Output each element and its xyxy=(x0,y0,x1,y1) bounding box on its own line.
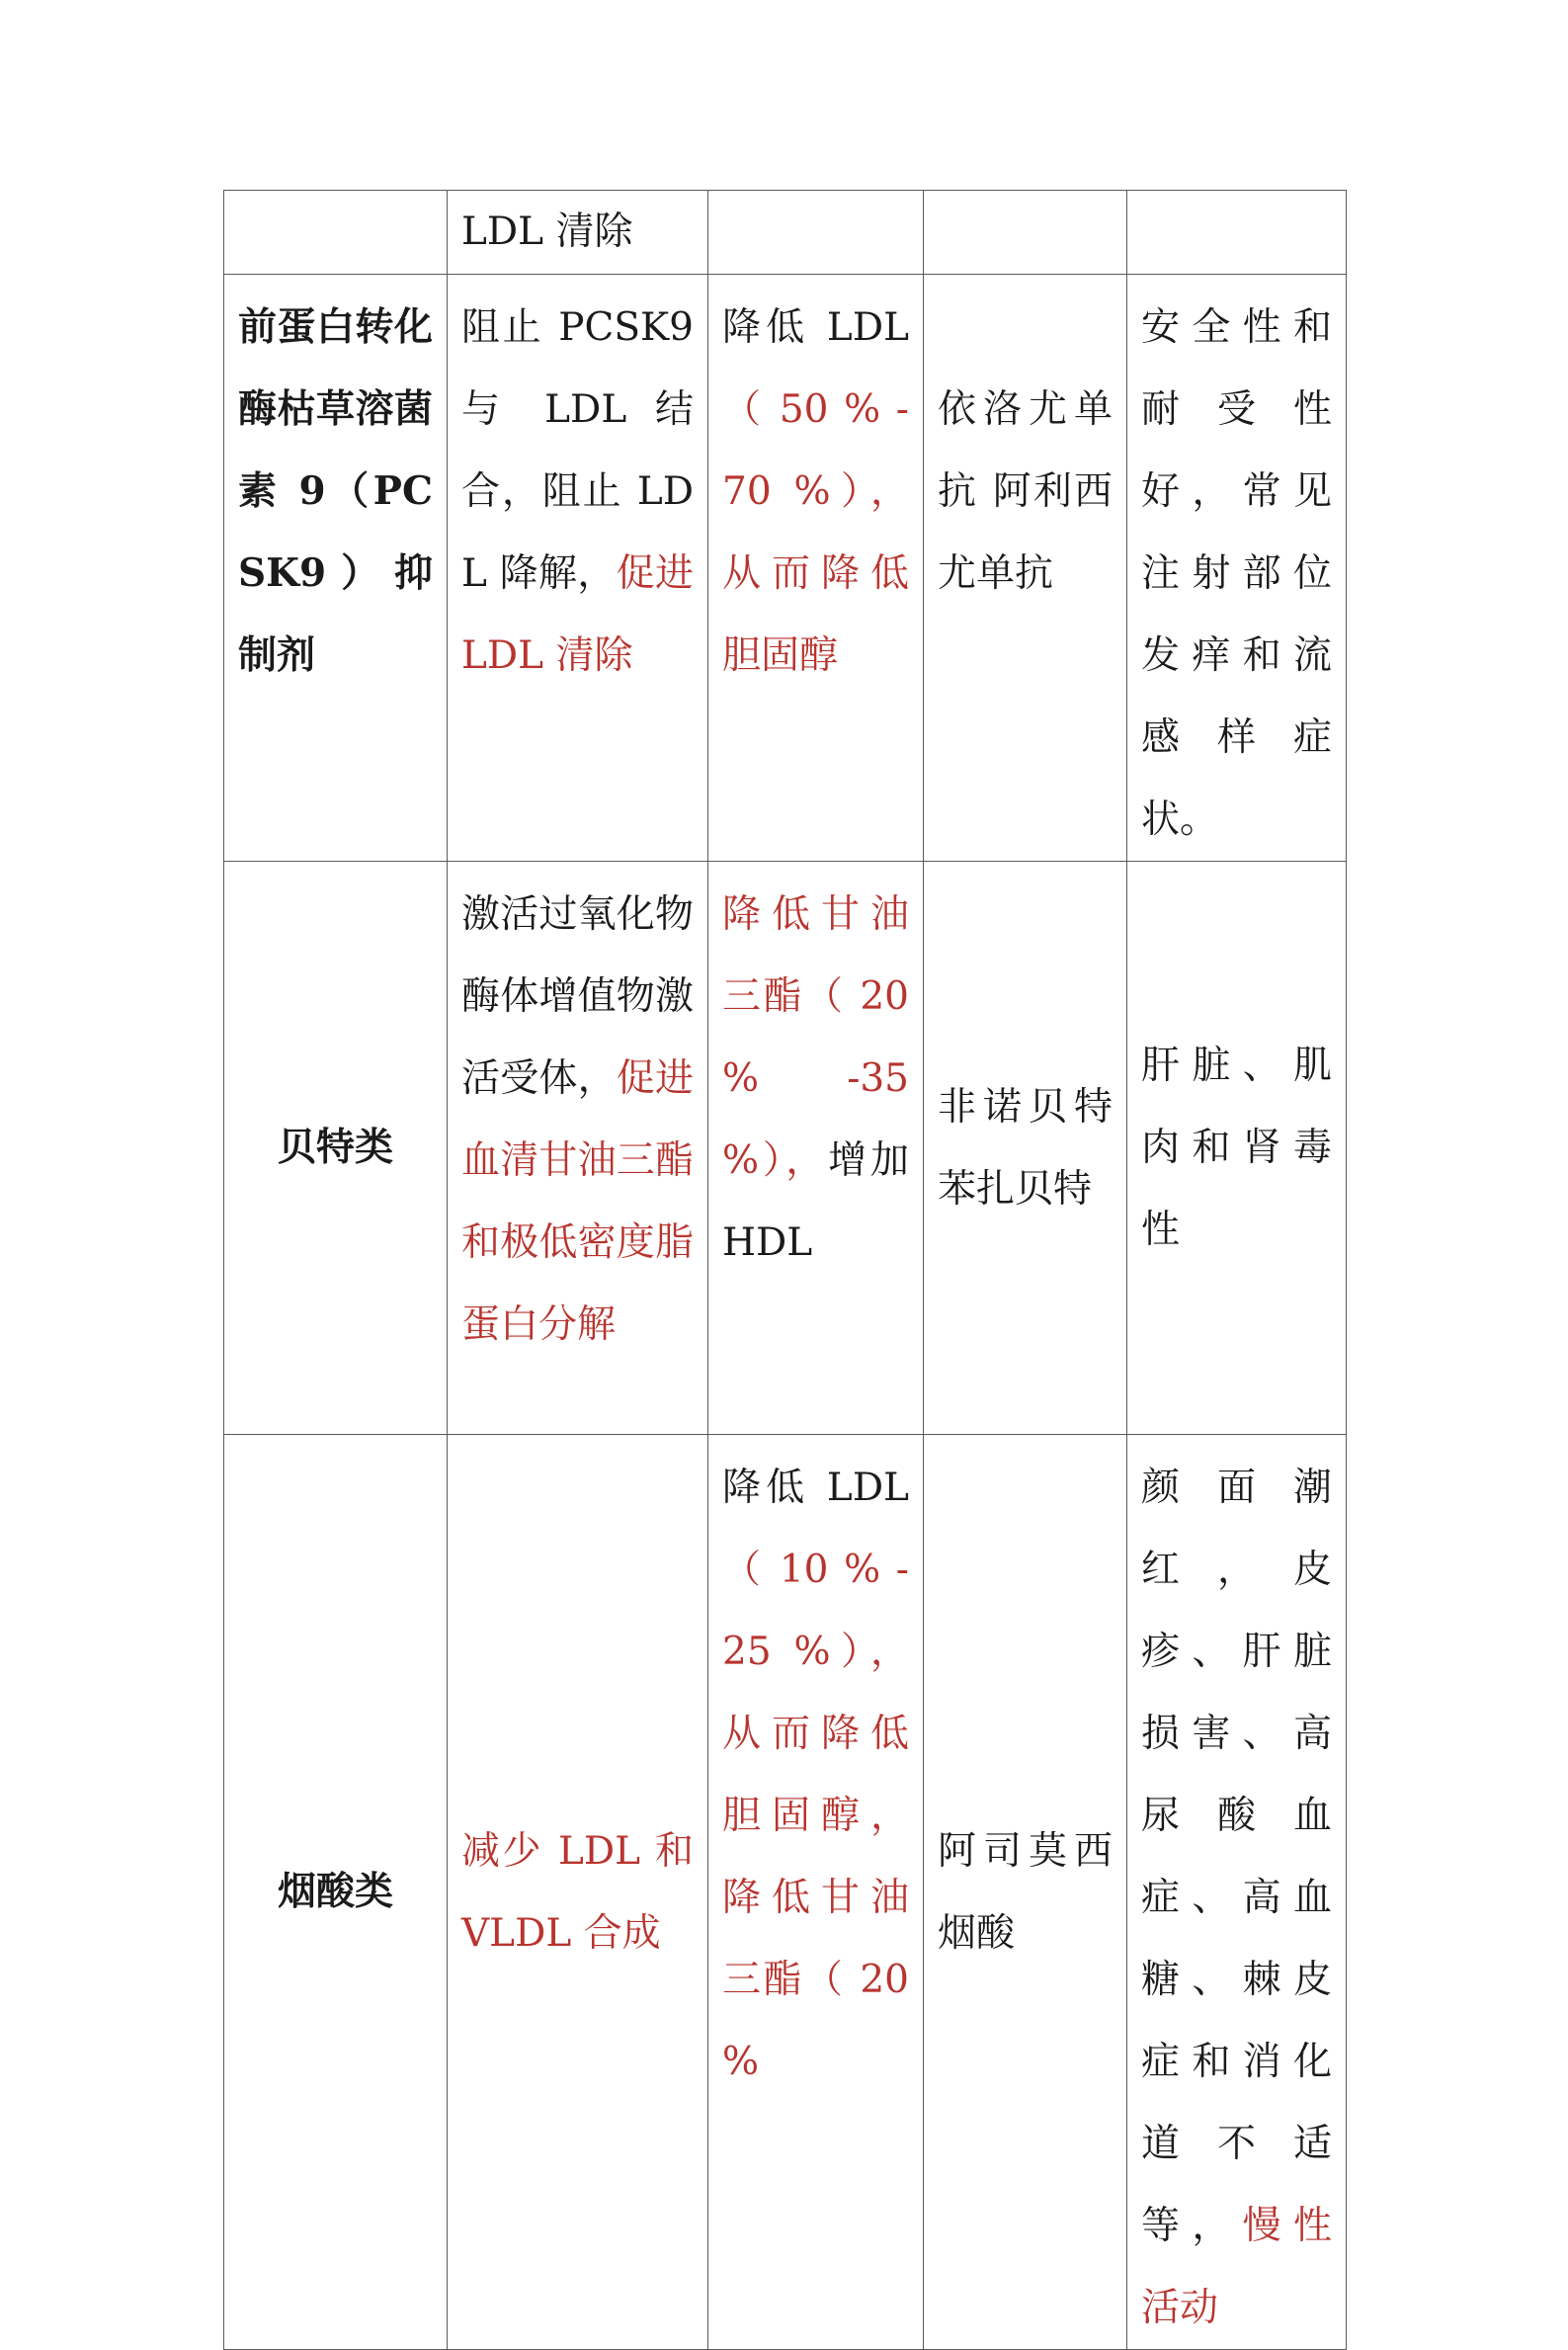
side-effects-text: 安全性和耐受性好，常见注射部位发痒和流感样症状。 xyxy=(1141,305,1332,842)
drug-table xyxy=(223,190,1347,2350)
effect-cell xyxy=(708,191,924,275)
mechanism-text-highlight: 促进血清甘油三酯和极低密度脂蛋白分解 xyxy=(461,1056,694,1347)
mechanism-text: 阻止 PCSK9 与 LDL 结合，阻止 LDL 降解， xyxy=(461,305,694,596)
effect-cell xyxy=(708,275,924,862)
mechanism-text-highlight: 减少 LDL 和 VLDL 合成 xyxy=(461,1828,694,1956)
category-cell: 烟酸类 xyxy=(224,1435,448,2350)
mechanism-cell xyxy=(448,191,708,275)
side-effects-cell xyxy=(1127,1435,1347,2350)
effect-text: 增加 HDL xyxy=(722,1138,909,1265)
drugs-cell: 阿司莫西 烟酸 xyxy=(924,1435,1127,2350)
side-effects-cell xyxy=(1127,275,1347,862)
side-effects-text-highlight: 慢性活动 xyxy=(1141,2204,1332,2330)
mechanism-cell xyxy=(448,275,708,862)
mechanism-cell xyxy=(448,862,708,1435)
effect-text-highlight: 降低甘油三酯（ 20 % -35 %）， xyxy=(722,892,909,1183)
category-cell: 前蛋白转化酶枯草溶菌素 9（PCSK9）抑制剂 xyxy=(224,275,448,862)
effect-cell xyxy=(708,862,924,1435)
side-effects-cell xyxy=(1127,191,1347,275)
drugs-cell: 非诺贝特 苯扎贝特 xyxy=(924,862,1127,1435)
table-row xyxy=(224,1435,1347,2350)
mechanism-cell xyxy=(448,1435,708,2350)
category-cell: 贝特类 xyxy=(224,862,448,1435)
effect-cell xyxy=(708,1435,924,2350)
effect-text-highlight: （ 50 % -70 %），从而降低胆固醇 xyxy=(722,387,909,678)
table-row xyxy=(224,275,1347,862)
effect-text: 降低 LDL xyxy=(722,1466,909,1510)
table-row xyxy=(224,191,1347,275)
side-effects-cell xyxy=(1127,862,1347,1435)
table-row xyxy=(224,862,1347,1435)
mechanism-text-highlight: 促进 LDL 清除 xyxy=(461,551,694,678)
mechanism-text: 激活过氧化物酶体增值物激活受体， xyxy=(461,892,694,1101)
side-effects-text: 肝脏、肌肉和肾毒性 xyxy=(1141,1044,1332,1252)
mechanism-text: LDL 清除 xyxy=(461,210,633,254)
category-cell xyxy=(224,191,448,275)
drugs-cell xyxy=(924,191,1127,275)
drugs-cell: 依洛尤单抗 阿利西尤单抗 xyxy=(924,275,1127,862)
effect-text-highlight: （ 10 % -25 %），从而降低胆固醇，降低甘油三酯（ 20 % xyxy=(722,1548,909,2084)
effect-text: 降低 LDL xyxy=(722,305,909,350)
side-effects-text: 颜面潮红，皮疹、肝脏损害、高尿酸血症、高血糖、棘皮症和消化道不适等， xyxy=(1141,1466,1332,2248)
